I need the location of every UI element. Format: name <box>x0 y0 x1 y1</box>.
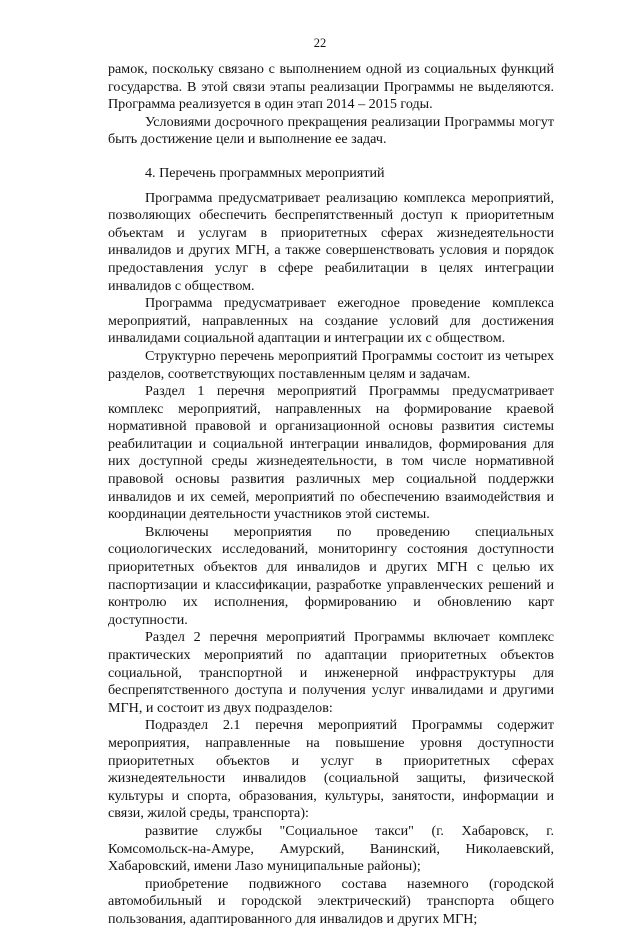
paragraph-3: Структурно перечень мероприятий Программы состоит из четырех разделов, соответствующих поставленным целям и задачам. <box>108 347 554 382</box>
paragraph-7: Подраздел 2.1 перечня мероприятий Программы содержит мероприятия, направленные на повышение уровня доступности приоритетных объектов и услуг в приоритетных сферах жизнедеятельности инвалидов (социальной защиты, физической культуры и спорта, образования, культуры, занятости, информации и связи, жилой среды, транспорта): <box>108 717 554 822</box>
document-body <box>108 61 554 929</box>
paragraph-4: Раздел 1 перечня мероприятий Программы предусматривает комплекс мероприятий, направленных на формирование краевой нормативной правовой и организационной основы развития системы реабилитации и социальной интеграции инвалидов, формирования для них доступной среды жизнедеятельности, в том числе нормативной правовой основы развития различных мер социальной поддержки инвалидов и их семей, мероприятий по обеспечению взаимодействия и координации деятельности участников этой системы. <box>108 383 554 523</box>
paragraph-8: развитие службы "Социальное такси" (г. Хабаровск, г. Комсомольск-на-Амуре, Амурский, Ванинский, Николаевский, Хабаровский, имени Лазо муниципальные районы); <box>108 822 554 875</box>
page-number: 22 <box>313 36 327 50</box>
paragraph-2: Программа предусматривает ежегодное проведение комплекса мероприятий, направленных на создание условий для достижения инвалидами социальной адаптации и интеграции их с обществом. <box>108 295 554 347</box>
paragraph-continuation: рамок, поскольку связано с выполнением одной из социальных функций государства. В этой связи этапы реализации Программы не выделяются. Программа реализуется в один этап 2014 – 2015 годы. <box>108 61 554 113</box>
paragraph-termination-conditions: Условиями досрочного прекращения реализации Программы могут быть достижение цели и выполнение ее задач. <box>108 113 554 148</box>
section-heading: 4. Перечень программных мероприятий <box>145 164 385 181</box>
paragraph-1: Программа предусматривает реализацию комплекса мероприятий, позволяющих обеспечить беспрепятственный доступ к приоритетным объектам и услугам в приоритетных сферах жизнедеятельности инвалидов и других МГН, а также совершенствовать условия и порядок предоставления услуг в сфере реабилитации в целях интеграции инвалидов с обществом. <box>108 189 554 294</box>
paragraph-6: Раздел 2 перечня мероприятий Программы включает комплекс практических мероприятий по адаптации приоритетных объектов социальной, транспортной и инженерной инфраструктуры для беспрепятственного доступа и получения услуг инвалидами и другими МГН, и состоит из двух подразделов: <box>108 629 554 716</box>
paragraph-9: приобретение подвижного состава наземного (городской автомобильный и городской электрический) транспорта общего пользования, адаптированного для инвалидов и других МГН; <box>108 875 554 927</box>
paragraph-5: Включены мероприятия по проведению специальных социологических исследований, мониторингу состояния доступности приоритетных объектов для инвалидов и других МГН с целью их паспортизации и классификации, разработке управленческих решений и контролю их исполнения, формированию и обновлению карт доступности. <box>108 523 554 628</box>
